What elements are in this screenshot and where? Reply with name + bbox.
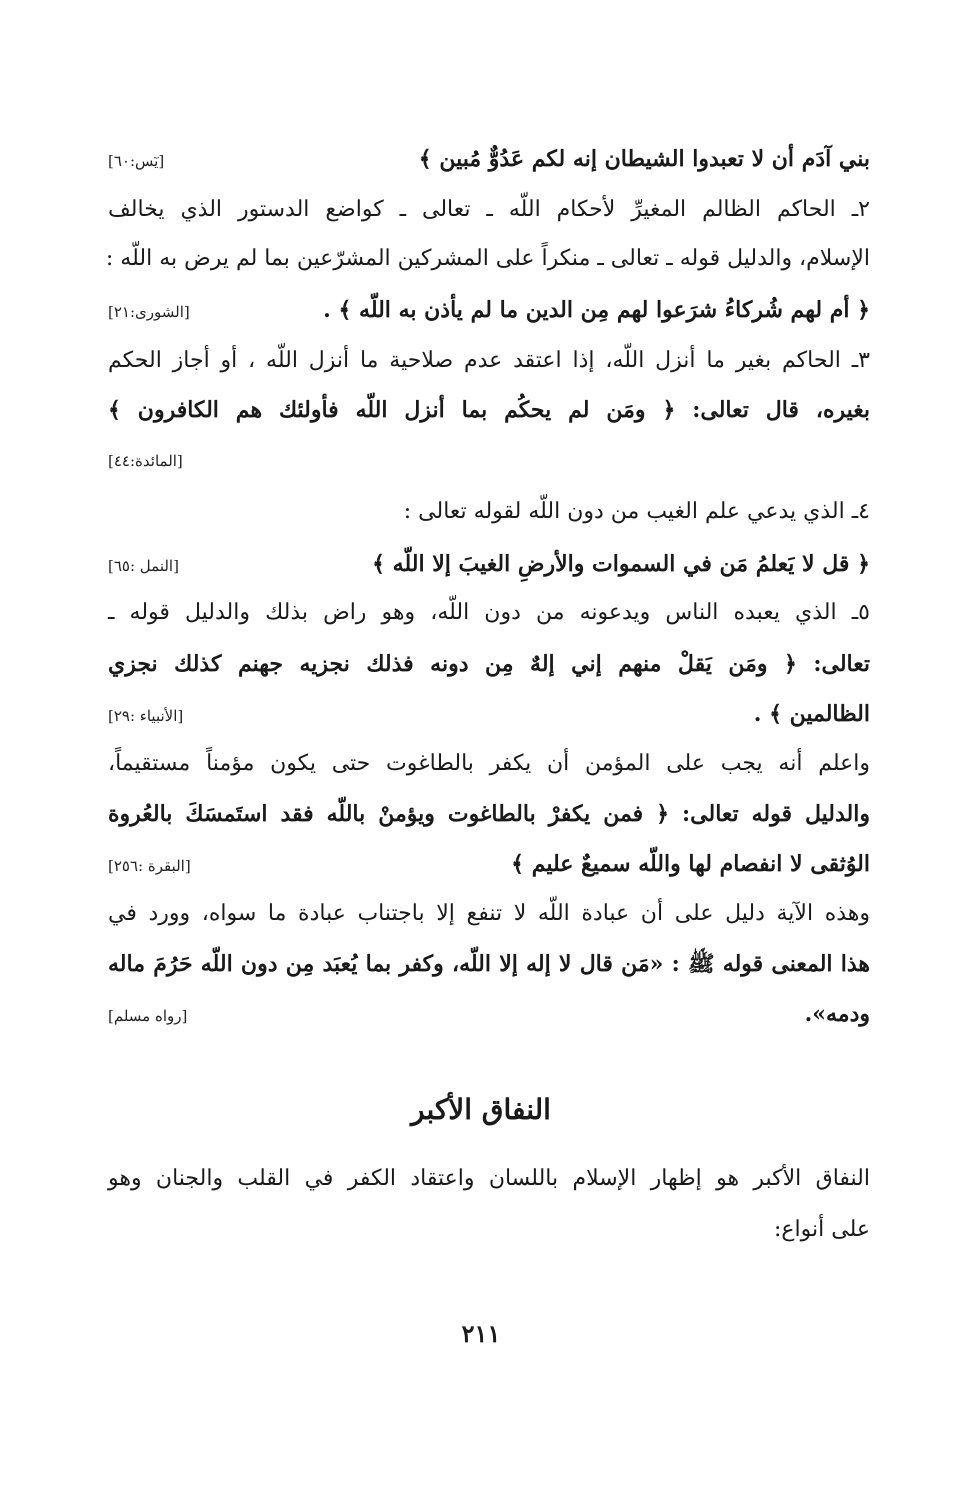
- text-line: [108, 1214, 870, 1246]
- text-line: [108, 394, 870, 426]
- text-line: [108, 294, 870, 328]
- body-text: النفاق الأكبر هو إظهار الإسلام باللسان واعتقاد الكفر في القلب والجنان وهو: [108, 1166, 870, 1191]
- verse-reference: [يٓس:٦٠]: [108, 152, 165, 170]
- text-line: [108, 898, 870, 930]
- text-line: [108, 648, 870, 680]
- page-number: ٢١١: [461, 1319, 501, 1348]
- text-line: [108, 597, 870, 629]
- body-text: وهذه الآية دليل على أن عبادة اللّه لا تنفع إلا باجتناب عبادة ما سواه، وورد في: [108, 901, 870, 926]
- text-line: [108, 345, 870, 377]
- body-text: الإسلام، والدليل قوله ـ تعالى ـ منكراً على المشركين المشرّعين بما لم يرض به اللّه :: [105, 246, 870, 271]
- verse-text: الظالمين ﴾ .: [753, 701, 870, 727]
- verse-reference: [الشورى:٢١]: [108, 303, 190, 321]
- verse-reference: [النمل :٦٥]: [108, 557, 179, 575]
- verse-text: ﴿ قل لا يَعلمُ مَن في السموات والأرضِ الغيبَ إلا اللّه ﴾: [372, 551, 870, 577]
- section-heading: النفاق الأكبر: [411, 1093, 551, 1126]
- text-line: [108, 748, 870, 780]
- hadith-reference: [رواه مسلم]: [108, 1007, 188, 1025]
- text-line: [108, 1163, 870, 1195]
- text-line: [108, 998, 870, 1032]
- text-line: [108, 798, 870, 830]
- text-line: [108, 698, 870, 732]
- verse-text: تعالى: ﴿ ومَن يَقلْ منهم إني إلهٌ مِن دونه فذلك نجزيه جهنم كذلك نجزي: [108, 651, 870, 677]
- text-line: [108, 496, 870, 528]
- text-line: [108, 848, 870, 882]
- verse-text: والدليل قوله تعالى: ﴿ فمن يكفرْ بالطاغوت ويؤمنْ باللّه فقد استَمسَكَ بالعُروة: [108, 801, 870, 827]
- text-line: [108, 445, 870, 477]
- verse-reference: [المائدة:٤٤]: [108, 452, 183, 470]
- hadith-text: هذا المعنى قوله ﷺ : «مَن قال لا إله إلا اللّه، وكفر بما يُعبَد مِن دون اللّه حَرُمَ ماله: [108, 951, 870, 977]
- text-line: [108, 194, 870, 226]
- text-line: [108, 548, 870, 582]
- text-line: [108, 948, 870, 980]
- verse-text: ﴿ أم لهم شُركاءُ شرَعوا لهم مِن الدين ما لم يأذن به اللّه ﴾ .: [323, 297, 870, 323]
- verse-text: الوُثقى لا انفصام لها واللّه سميعٌ عليم ﴾: [511, 851, 870, 877]
- verse-reference: [الأنبياء :٢٩]: [108, 707, 184, 725]
- text-line: [108, 143, 870, 177]
- body-text: ٢ـ الحاكم الظالم المغيرِّ لأحكام اللّه ـ تعالى ـ كواضع الدستور الذي يخالف: [108, 197, 870, 222]
- body-text: ٣ـ الحاكم بغير ما أنزل اللّه، إذا اعتقد عدم صلاحية ما أنزل اللّه ، أو أجاز الحكم: [108, 348, 870, 373]
- body-text: ٥ـ الذي يعبده الناس ويدعونه من دون اللّه، وهو راض بذلك والدليل قوله ـ: [108, 600, 870, 625]
- body-text: واعلم أنه يجب على المؤمن أن يكفر بالطاغوت حتى يكون مؤمناً مستقيماً،: [108, 751, 870, 776]
- text-line: [105, 243, 870, 275]
- hadith-text: ودمه».: [804, 1001, 870, 1027]
- body-text: على أنواع:: [774, 1217, 870, 1242]
- verse-text: بغيره، قال تعالى: ﴿ ومَن لم يحكُم بما أنزل اللّه فأولئك هم الكافرون ﴾: [108, 397, 870, 423]
- verse-reference: [البقرة :٢٥٦]: [108, 857, 191, 875]
- body-text: ٤ـ الذي يدعي علم الغيب من دون اللّه لقوله تعالى :: [403, 499, 870, 524]
- verse-text: بني آدَم أن لا تعبدوا الشيطان إنه لكم عَدُوٌّ مُبين ﴾: [418, 146, 870, 172]
